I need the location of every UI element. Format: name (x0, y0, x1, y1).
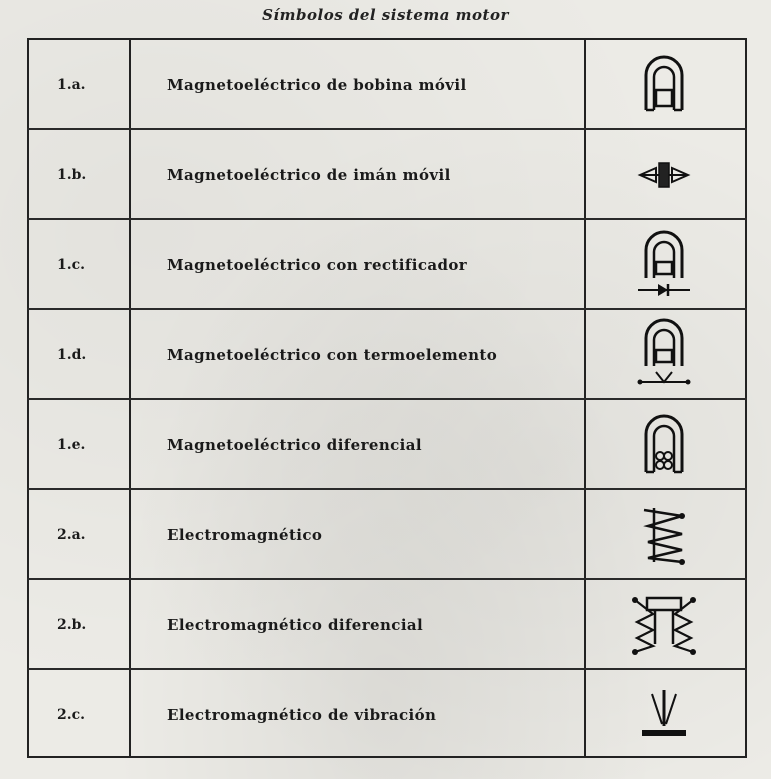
row-description: Magnetoeléctrico de bobina móvil (167, 76, 467, 94)
row-description: Electromagnético de vibración (167, 706, 437, 724)
differential-magnet-icon (609, 400, 719, 490)
moving-coil-magnet-icon (609, 40, 719, 130)
row-code: 2.a. (57, 527, 86, 543)
row-code: 1.b. (57, 167, 87, 183)
table-row (29, 400, 745, 490)
row-description: Magnetoeléctrico diferencial (167, 436, 422, 454)
table-row (29, 130, 745, 220)
row-description: Magnetoeléctrico con rectificador (167, 256, 468, 274)
row-description: Electromagnético diferencial (167, 616, 424, 634)
table-row (29, 40, 745, 130)
differential-electromagnetic-icon (609, 580, 719, 670)
electromagnetic-icon (609, 490, 719, 580)
row-code: 2.b. (57, 617, 87, 633)
row-description: Magnetoeléctrico con termoelemento (167, 346, 498, 364)
row-description: Magnetoeléctrico de imán móvil (167, 166, 451, 184)
page-title: Símbolos del sistema motor (262, 6, 509, 24)
vibration-electromagnetic-icon (609, 670, 719, 760)
symbols-table (27, 38, 747, 758)
row-description: Electromagnético (167, 526, 323, 544)
row-code: 1.c. (57, 257, 86, 273)
row-code: 2.c. (57, 707, 86, 723)
thermoelement-magnet-icon (609, 310, 719, 400)
row-code: 1.a. (57, 77, 86, 93)
row-code: 1.d. (57, 347, 87, 363)
table-row (29, 580, 745, 670)
table-row (29, 670, 745, 760)
rectifier-magnet-icon (609, 220, 719, 310)
moving-magnet-icon (609, 130, 719, 220)
row-code: 1.e. (57, 437, 86, 453)
table-row (29, 220, 745, 310)
table-row (29, 310, 745, 400)
table-row (29, 490, 745, 580)
